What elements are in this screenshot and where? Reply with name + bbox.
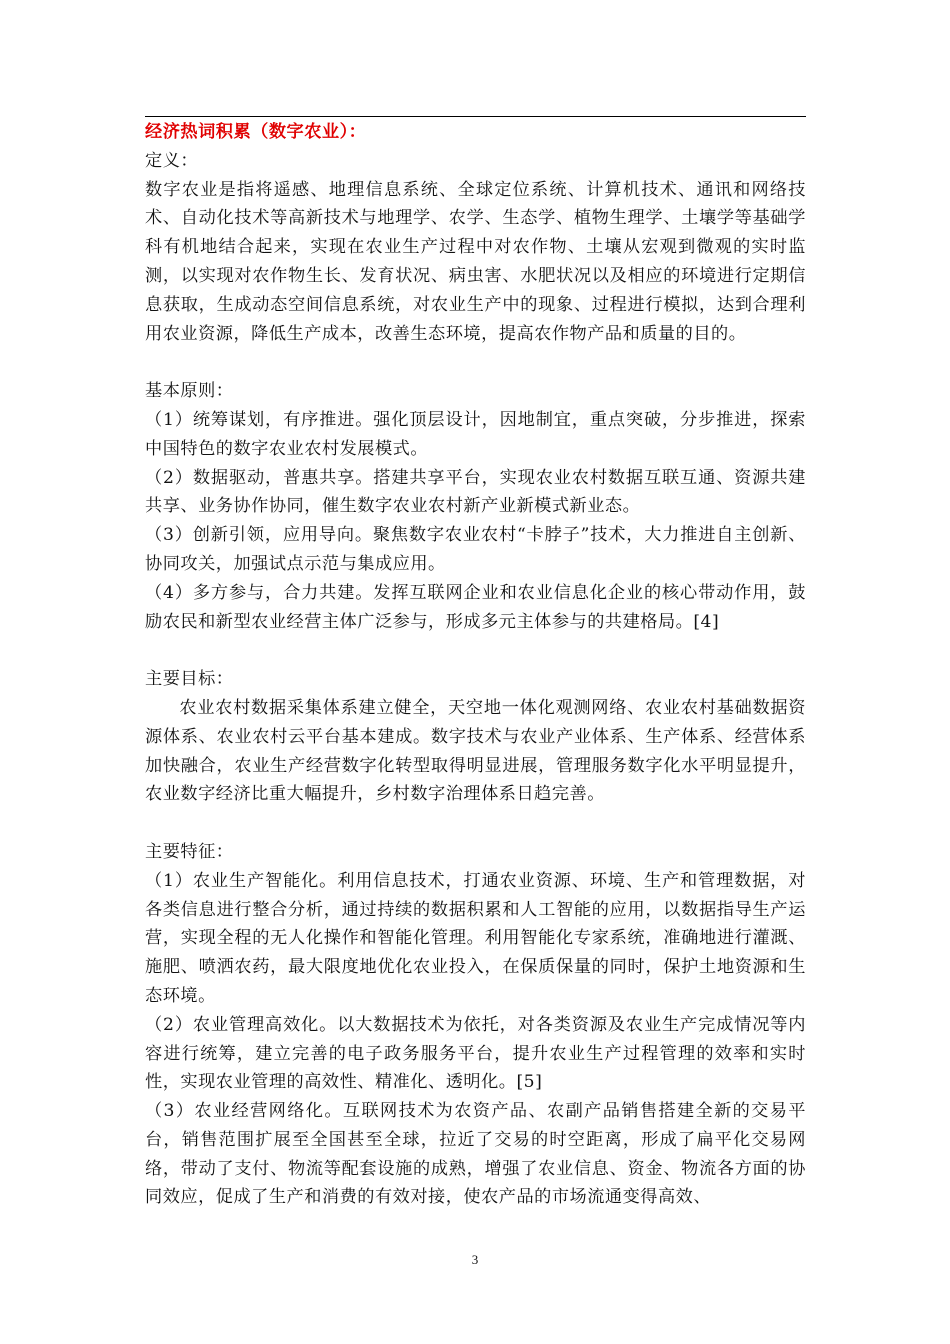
- principle-item: （2）数据驱动，普惠共享。搭建共享平台，实现农业农村数据互联互通、资源共建共享、业务协作协同，催生数字农业农村新产业新模式新业态。: [145, 467, 806, 517]
- page-number: 3: [471, 1252, 479, 1267]
- features-label: 主要特征：: [145, 841, 234, 862]
- feature-item: （3）农业经营网络化。互联网技术为农资产品、农副产品销售搭建全新的交易平台，销售范围扩展至全国甚至全球，拉近了交易的时空距离，形成了扁平化交易网络，带动了支付、物流等配套设施的成熟，增强了农业信息、资金、物流各方面的协同效应，促成了生产和消费的有效对接，使农产品的市场流通变得高效、: [145, 1101, 806, 1208]
- principle-item: （1）统筹谋划，有序推进。强化顶层设计，因地制宜，重点突破，分步推进，探索中国特色的数字农业农村发展模式。: [145, 409, 806, 459]
- definition-text: 数字农业是指将遥感、地理信息系统、全球定位系统、计算机技术、通讯和网络技术、自动化技术等高新技术与地理学、农学、生态学、植物生理学、土壤学等基础学科有机地结合起来，实现在农业生产过程中对农作物、土壤从宏观到微观的实时监测，以实现对农作物生长、发育状况、病虫害、水肥状况以及相应的环境进行定期信息获取，生成动态空间信息系统，对农业生产中的现象、过程进行模拟，达到合理利用农业资源，降低生产成本，改善生态环境，提高农作物产品和质量的目的。: [145, 179, 806, 344]
- goals-text: 农业农村数据采集体系建立健全，天空地一体化观测网络、农业农村基础数据资源体系、农业农村云平台基本建成。数字技术与农业产业体系、生产体系、经营体系加快融合，农业生产经营数字化转型取得明显进展，管理服务数字化水平明显提升，农业数字经济比重大幅提升，乡村数字治理体系日趋完善。: [145, 697, 806, 805]
- spacer: [145, 636, 806, 665]
- document-body: [145, 118, 806, 1212]
- spacer: [145, 348, 806, 377]
- header-rule: [145, 116, 806, 117]
- definition-label: 定义：: [145, 150, 199, 171]
- section-heading: 经济热词积累（数字农业）：: [145, 122, 367, 142]
- spacer: [145, 809, 806, 838]
- goals-label: 主要目标：: [145, 669, 234, 690]
- principle-item: （3）创新引领，应用导向。聚焦数字农业农村“卡脖子”技术，大力推进自主创新、协同攻关，加强试点示范与集成应用。: [145, 525, 806, 574]
- principle-item: （4）多方参与，合力共建。发挥互联网企业和农业信息化企业的核心带动作用，鼓励农民和新型农业经营主体广泛参与，形成多元主体参与的共建格局。[4]: [145, 582, 806, 632]
- feature-item: （1）农业生产智能化。利用信息技术，打通农业资源、环境、生产和管理数据，对各类信息进行整合分析，通过持续的数据积累和人工智能的应用，以数据指导生产运营，实现全程的无人化操作和智能化管理。利用智能化专家系统，准确地进行灌溉、施肥、喷洒农药，最大限度地优化农业投入，在保质保量的同时，保护土地资源和生态环境。: [145, 870, 806, 1006]
- feature-item: （2）农业管理高效化。以大数据技术为依托，对各类资源及农业生产完成情况等内容进行统筹，建立完善的电子政务服务平台，提升农业生产过程管理的效率和实时性，实现农业管理的高效性、精准化、透明化。[5]: [145, 1014, 806, 1093]
- principles-label: 基本原则：: [145, 381, 234, 402]
